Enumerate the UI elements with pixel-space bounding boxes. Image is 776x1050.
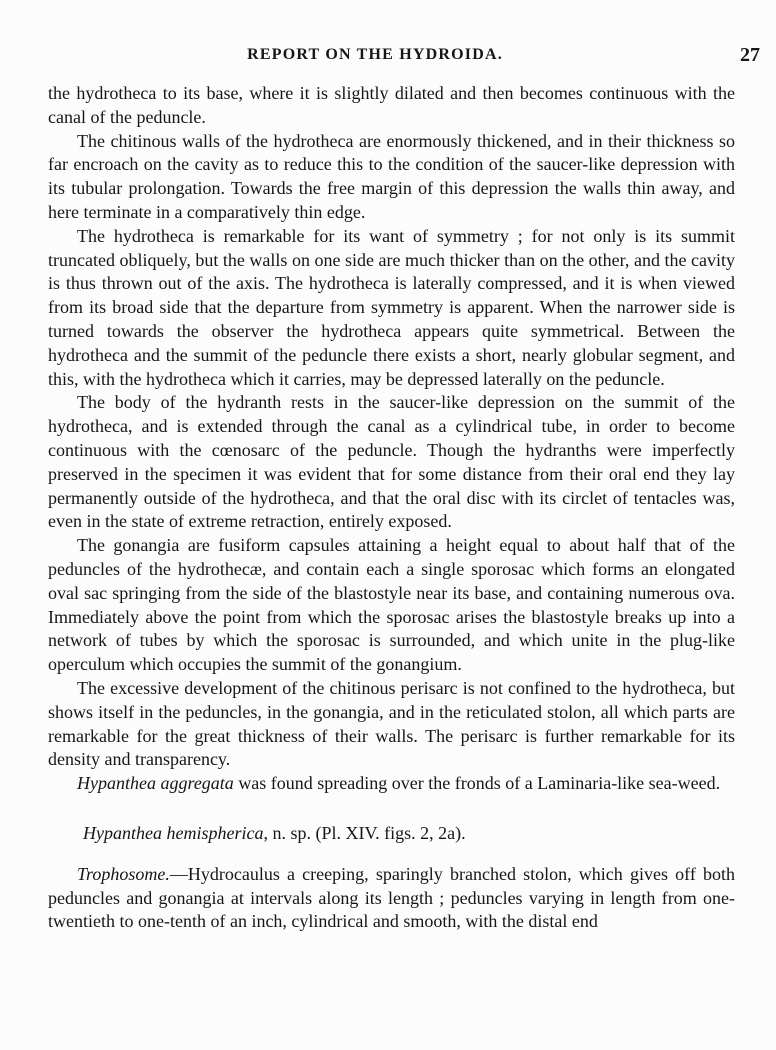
paragraph-text: The hydrotheca is remarkable for its want of symmetry ; for not only is its summit truncated obliquely, but the walls on one side are much thicker than on the other, and the cavity is thus thrown out of the axis. The hydrotheca is laterally compressed, and it is when viewed from its broad side that the departure from symmetry is apparent. When the narrower side is turned towards the observer the hydrotheca appears quite symmetrical. Between the hydrotheca and the summit of the peduncle there exists a short, nearly globular segment, and this, with the hydrotheca which it carries, may be depressed laterally on the peduncle. xyxy=(48,225,735,389)
paragraph xyxy=(48,391,735,534)
species-name-italic: Hypanthea hemispherica xyxy=(83,822,264,843)
species-heading-rest: , n. sp. (Pl. XIV. figs. 2, 2a). xyxy=(263,822,466,843)
species-name-italic: Hypanthea aggregata xyxy=(77,773,234,794)
paragraph-text: The chitinous walls of the hydrotheca are enormously thickened, and in their thickness so far encroach on the cavity as to reduce this to the condition of the saucer-like depression with its tubular prolongation. Towards the free margin of this depression the walls thin away, and here terminate in a comparatively thin edge. xyxy=(48,130,735,222)
paragraph xyxy=(48,772,735,796)
paragraph xyxy=(48,225,735,392)
page-body xyxy=(48,82,735,934)
species-heading xyxy=(48,822,735,846)
paragraph-text: The gonangia are fusiform capsules attaining a height equal to about half that of the peduncles of the hydrothecæ, and contain each a single sporosac which forms an elongated oval sac springing from the side of the blastostyle near its base, and containing numerous ova. Immediately above the point from which the sporosac arises the blastostyle breaks up into a network of tubes by which the sporosac is surrounded, and which unite in the plug-like operculum which occupies the summit of the gonangium. xyxy=(48,535,735,675)
running-header xyxy=(48,44,760,68)
paragraph xyxy=(48,130,735,225)
paragraph xyxy=(48,82,735,130)
description-paragraph xyxy=(48,863,735,934)
paragraph xyxy=(48,677,735,772)
paragraph-text: The excessive development of the chitinous perisarc is not confined to the hydrotheca, but shows itself in the peduncles, in the gonangia, and in the reticulated stolon, all which parts are remarkable for the great thickness of their walls. The perisarc is further remarkable for its density and transparency. xyxy=(48,677,735,770)
paragraph-text: The body of the hydranth rests in the saucer-like depression on the summit of the hydrotheca, and is extended through the canal as a cylindrical tube, in order to become continuous with the cœnosarc of the peduncle. Though the hydranths were imperfectly preserved in the specimen it was evident that for some distance from their oral end they lay permanently outside of the hydrotheca, and that the oral disc with its circlet of tentacles was, even in the state of extreme retraction, entirely exposed. xyxy=(48,392,735,532)
page-number: 27 xyxy=(740,44,760,66)
paragraph-text: was found spreading over the fronds of a Laminaria-like sea-weed. xyxy=(233,773,721,794)
page-header-title: REPORT ON THE HYDROIDA. xyxy=(247,46,503,63)
paragraph-text: the hydrotheca to its base, where it is slightly dilated and then becomes continuous with the canal of the peduncle. xyxy=(48,83,735,127)
paragraph-text: —Hydrocaulus a creeping, sparingly branched stolon, which gives off both peduncles and gonangia at intervals along its length ; peduncles varying in length from one-twentieth to one-tenth of an inch, cylindrical and smooth, with the distal end xyxy=(48,863,735,932)
paragraph xyxy=(48,534,735,677)
trophosome-label-italic: Trophosome. xyxy=(77,863,170,884)
